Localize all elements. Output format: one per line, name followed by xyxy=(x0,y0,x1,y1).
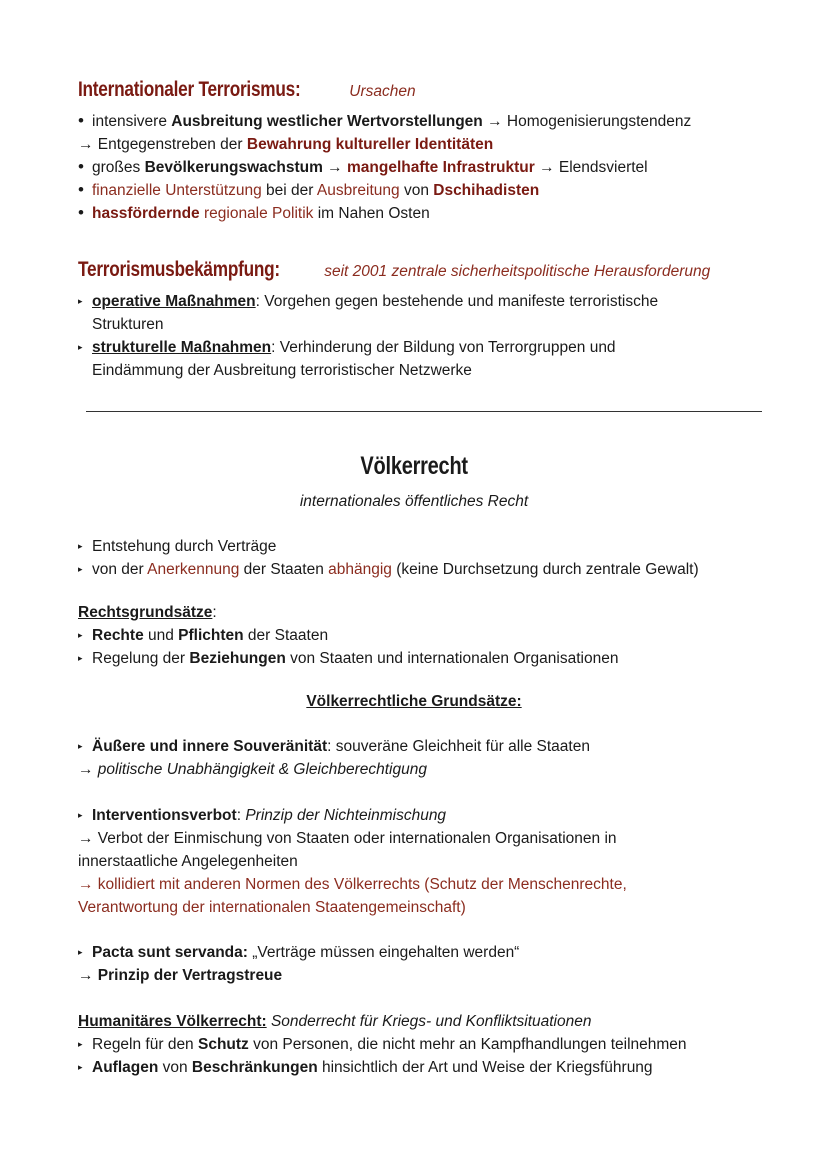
rg-list xyxy=(78,624,788,670)
text-run: hinsichtlich der Art und Weise der Kriegsführung xyxy=(317,1059,653,1076)
bullet-icon: ▸ xyxy=(78,296,83,306)
text-run: Ausbreitung xyxy=(316,182,400,199)
item-label: Pacta sunt servanda: xyxy=(92,944,248,961)
colon: : xyxy=(212,604,217,621)
text-run: von Personen, die nicht mehr an Kampfhandlungen teilnehmen xyxy=(248,1036,687,1053)
huma-sub: Sonderrecht für Kriegs- und Konfliktsituationen xyxy=(266,1013,592,1030)
text-run: Dschihadisten xyxy=(433,182,540,199)
item-label: Interventionsverbot xyxy=(92,807,237,824)
item-text: : Verhinderung der Bildung von Terrorgruppen und xyxy=(271,339,616,356)
bullet-icon: • xyxy=(78,180,84,199)
subheading xyxy=(78,1010,788,1033)
section-heading xyxy=(78,76,788,106)
text-run: Schutz xyxy=(198,1036,249,1053)
item-text: : souveräne Gleichheit für alle Staaten xyxy=(327,738,590,755)
item-label: strukturelle Maßnahmen xyxy=(92,339,272,356)
continuation: innerstaatliche Angelegenheiten xyxy=(78,853,298,870)
text-run: regionale Politik xyxy=(199,205,314,222)
list-item xyxy=(78,804,788,827)
bullet-icon: ▸ xyxy=(78,564,83,574)
list-item xyxy=(78,336,788,359)
item-label: Äußere und innere Souveränität xyxy=(92,738,328,755)
rg-heading: Rechtsgrundsätze xyxy=(78,604,213,621)
text-run: im Nahen Osten xyxy=(313,205,430,222)
heading-counter-terrorism: Terrorismusbekämpfung: xyxy=(78,258,280,281)
text-run: von Staaten und internationalen Organisationen xyxy=(285,650,619,667)
text-run: intensivere xyxy=(92,113,172,130)
bullet-icon: ▸ xyxy=(78,1062,83,1072)
text-run: bei der xyxy=(261,182,317,199)
text-run: Entstehung durch Verträge xyxy=(92,538,277,555)
bullet-icon: • xyxy=(78,157,84,176)
text-run: Regelung der xyxy=(92,650,190,667)
item-text: „Verträge müssen eingehalten werden“ xyxy=(247,944,520,961)
vg-heading-block xyxy=(0,690,828,713)
section-heading xyxy=(78,256,788,286)
text-run: abhängig xyxy=(328,561,392,578)
subheading xyxy=(78,601,788,624)
bullet-icon: ▸ xyxy=(78,741,83,751)
list-item xyxy=(78,133,788,156)
text-run: finanzielle Unterstützung xyxy=(92,182,262,199)
list-item xyxy=(78,735,788,758)
text-run: der Staaten xyxy=(239,561,329,578)
list-item xyxy=(78,1056,788,1079)
list-item xyxy=(78,941,788,964)
text-run: → xyxy=(322,159,347,176)
bullet-icon: ▸ xyxy=(78,342,83,352)
title-block xyxy=(0,452,828,481)
text-run: von xyxy=(158,1059,192,1076)
text-run: von xyxy=(399,182,434,199)
subtitle-text: internationales öffentliches Recht xyxy=(299,493,529,510)
section-terrorism-causes xyxy=(78,76,788,225)
origin-list xyxy=(78,535,788,581)
bullet-icon: ▸ xyxy=(78,541,83,551)
causes-list xyxy=(78,110,788,225)
text-run: (keine Durchsetzung durch zentrale Gewalt) xyxy=(391,561,699,578)
text-run: → Homogenisierungstendenz xyxy=(482,113,692,130)
text-run: Bewahrung kultureller Identitäten xyxy=(246,136,494,153)
humanitarian-law xyxy=(78,1010,788,1079)
text-run: Anerkennung xyxy=(147,561,240,578)
bullet-icon: ▸ xyxy=(78,1039,83,1049)
text-run: und xyxy=(143,627,179,644)
list-item xyxy=(78,1033,788,1056)
subtitle xyxy=(0,490,828,513)
list-item xyxy=(78,647,788,670)
text-run: Ausbreitung westlicher Wertvorstellungen xyxy=(171,113,483,130)
item-continuation: Eindämmung der Ausbreitung terroristischer Netzwerke xyxy=(92,362,472,379)
list-item xyxy=(78,290,788,313)
text-run: → Entgegenstreben der xyxy=(78,136,247,153)
text-run: von der xyxy=(92,561,148,578)
legal-principles xyxy=(78,601,788,670)
item-text: : Vorgehen gegen bestehende und manifeste terroristische xyxy=(255,293,659,310)
huma-list xyxy=(78,1033,788,1079)
item-continuation: Strukturen xyxy=(92,316,164,333)
bullet-icon: ▸ xyxy=(78,947,83,957)
arrow-line: → Verbot der Einmischung von Staaten oder internationalen Organisationen in xyxy=(78,830,617,847)
list-item xyxy=(78,179,788,202)
section-counter-terrorism xyxy=(78,256,788,382)
item-italic: Prinzip der Nichteinmischung xyxy=(245,807,447,824)
heading-sub: seit 2001 zentrale sicherheitspolitische Herausforderung xyxy=(324,263,711,280)
text-run: Bevölkerungswachstum xyxy=(144,159,323,176)
text-run: Beschränkungen xyxy=(191,1059,318,1076)
sovereignty xyxy=(78,735,788,781)
item-label: operative Maßnahmen xyxy=(92,293,256,310)
intervention xyxy=(78,804,788,919)
bullet-icon: ▸ xyxy=(78,810,83,820)
heading-sub: Ursachen xyxy=(349,83,416,100)
arrow-line-red: → kollidiert mit anderen Normen des Völkerrechts (Schutz der Menschenrechte, xyxy=(78,876,627,893)
page-title: Völkerrecht xyxy=(360,452,468,480)
bullet-icon: • xyxy=(78,111,84,130)
text-run: mangelhafte Infrastruktur xyxy=(347,159,535,176)
divider xyxy=(86,411,762,412)
text-run: der Staaten xyxy=(243,627,329,644)
text-run: Beziehungen xyxy=(189,650,286,667)
text-run: großes xyxy=(92,159,145,176)
text-run: Rechte xyxy=(92,627,144,644)
list-item xyxy=(78,156,788,179)
list-item xyxy=(78,624,788,647)
list-item xyxy=(78,535,788,558)
bullet-icon: ▸ xyxy=(78,630,83,640)
measures-list xyxy=(78,290,788,382)
arrow-line xyxy=(78,758,788,781)
continuation-red: Verantwortung der internationalen Staatengemeinschaft) xyxy=(78,899,466,916)
text-run: hassfördernde xyxy=(92,205,200,222)
text-run: → Elendsviertel xyxy=(534,159,648,176)
arrow-line xyxy=(78,964,788,987)
item-colon: : xyxy=(236,807,246,824)
pacta xyxy=(78,941,788,987)
text-run: Auflagen xyxy=(92,1059,159,1076)
list-item xyxy=(78,558,788,581)
vg-heading: Völkerrechtliche Grundsätze: xyxy=(306,693,522,710)
bullet-icon: • xyxy=(78,203,84,222)
list-item xyxy=(78,110,788,133)
text-run: Pflichten xyxy=(178,627,244,644)
list-item xyxy=(78,202,788,225)
text-run: Regeln für den xyxy=(92,1036,198,1053)
bullet-icon: ▸ xyxy=(78,653,83,663)
huma-heading: Humanitäres Völkerrecht: xyxy=(78,1013,267,1030)
heading-terrorism: Internationaler Terrorismus: xyxy=(78,78,301,101)
arrow-text: → Prinzip der Vertragstreue xyxy=(78,967,283,984)
arrow-text: → politische Unabhängigkeit & Gleichberechtigung xyxy=(78,761,427,778)
